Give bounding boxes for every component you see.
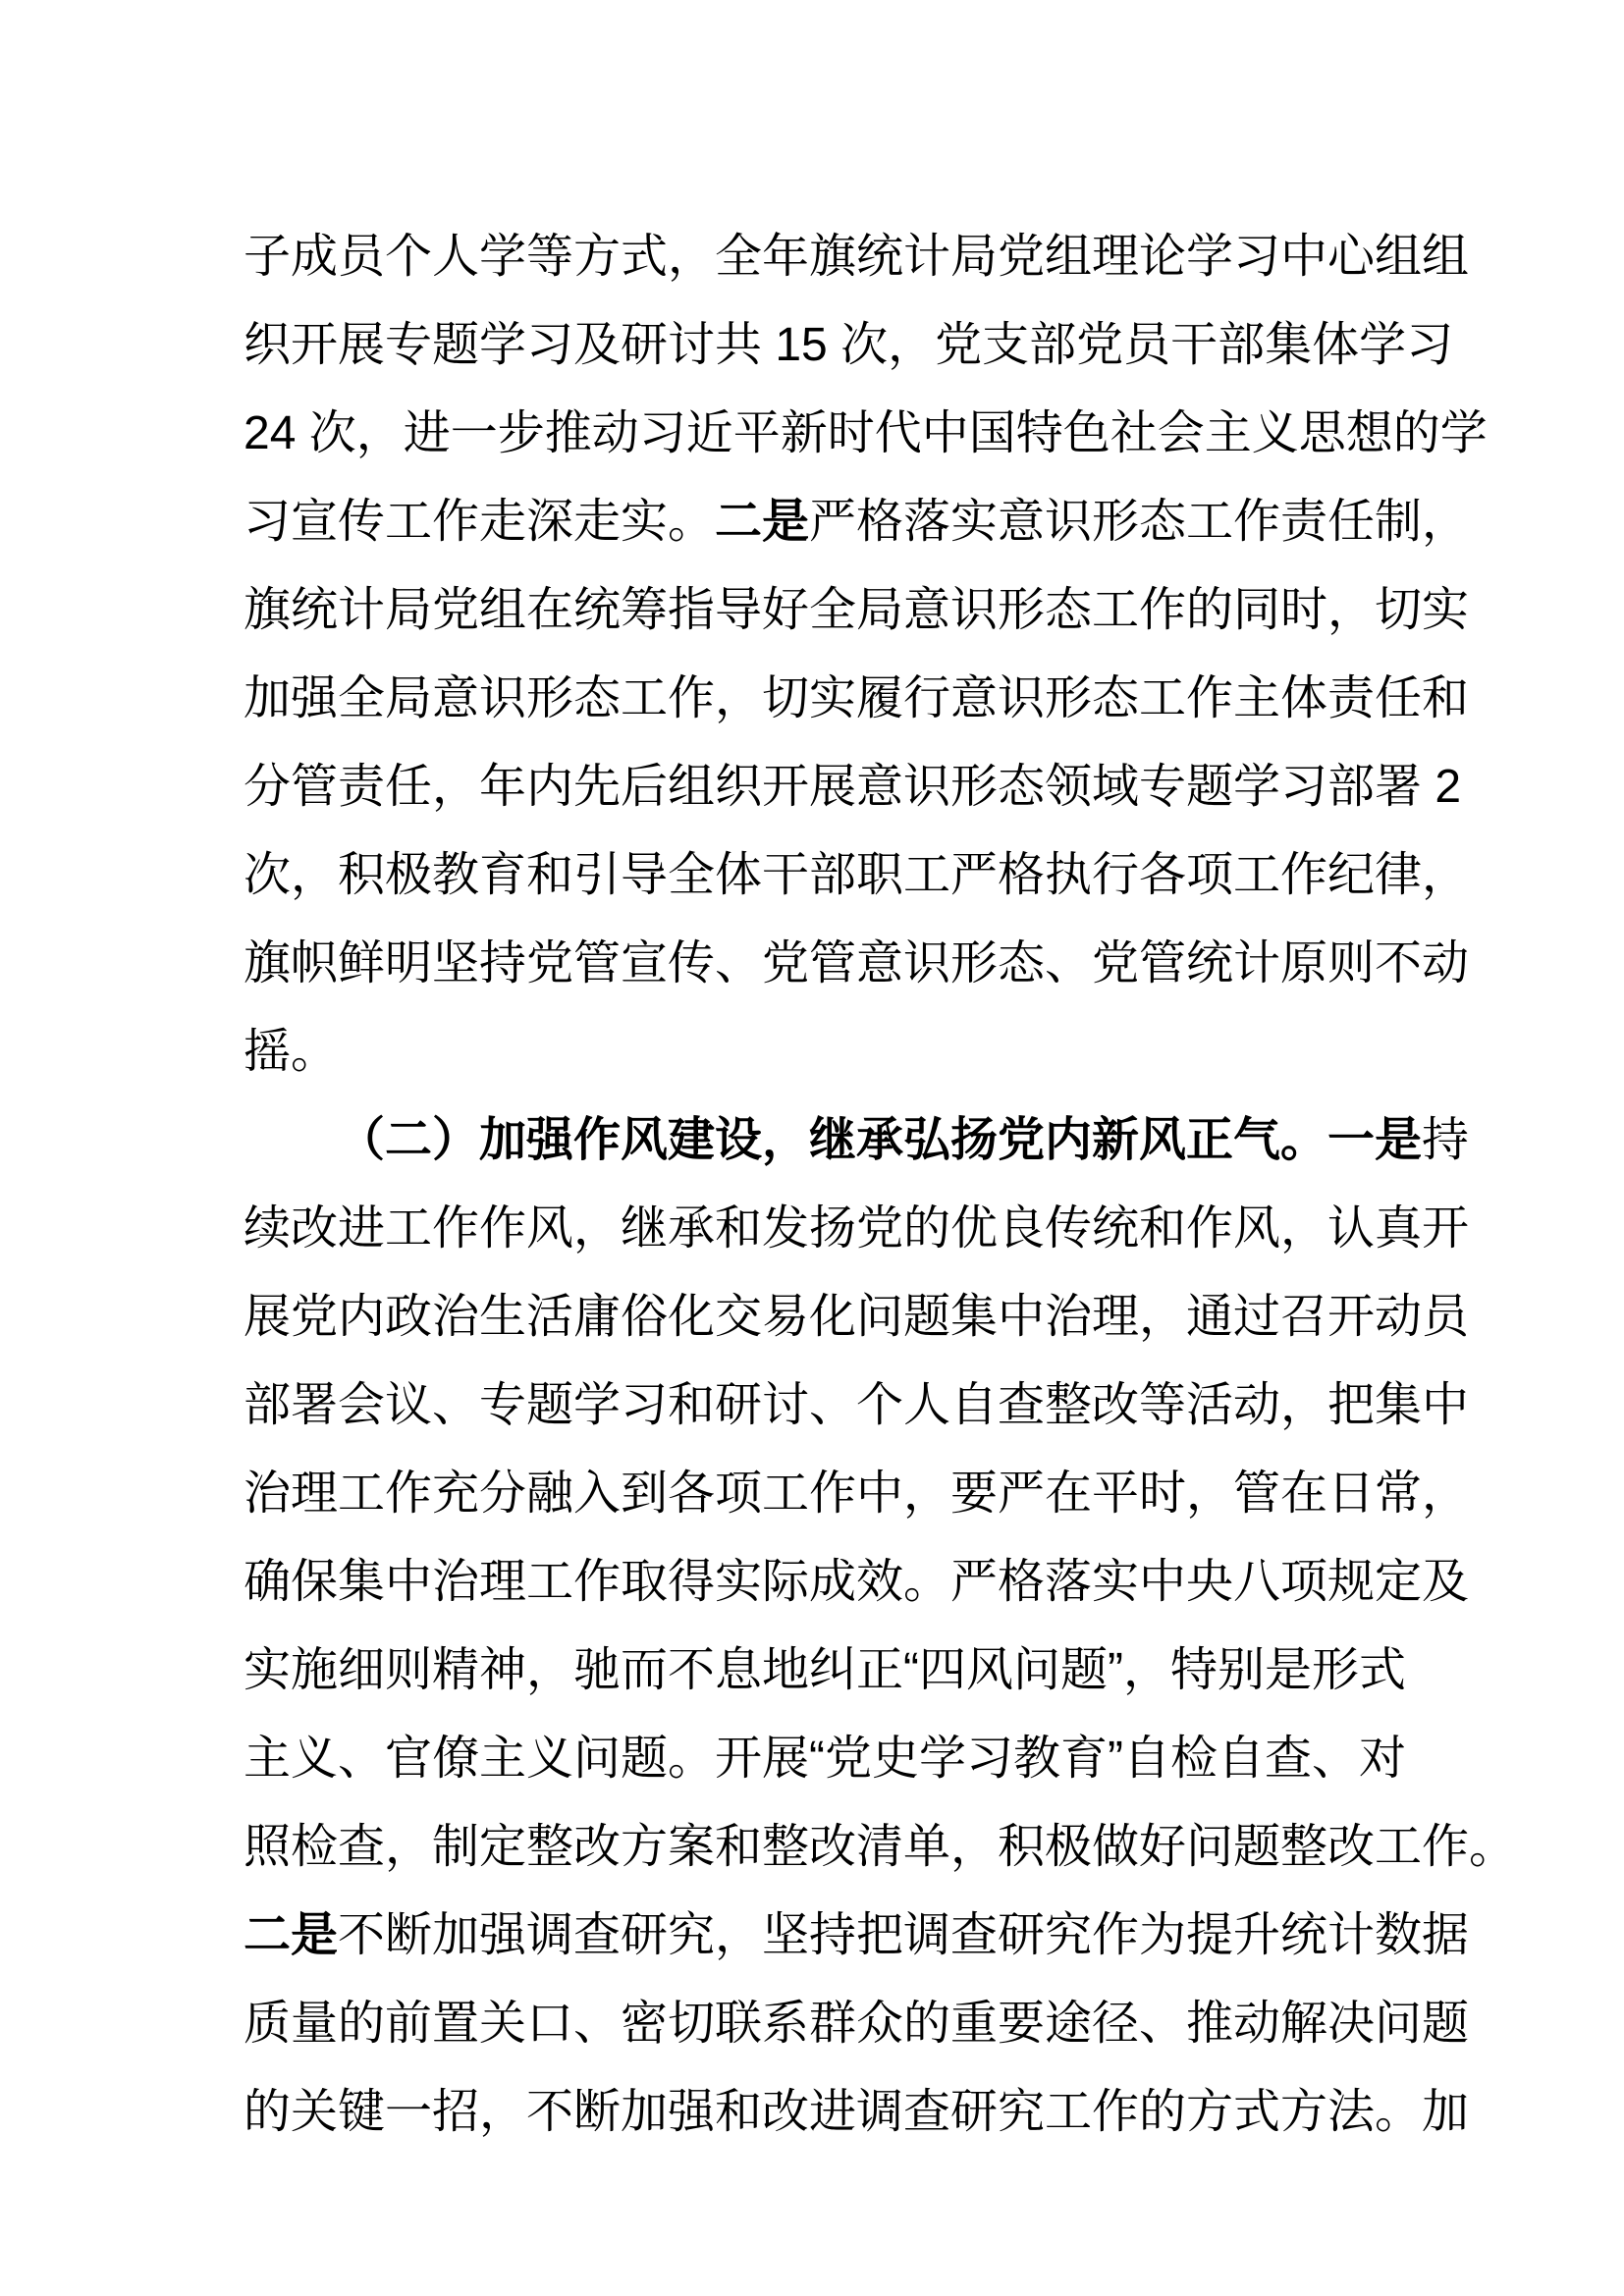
bold-text-segment: （二）加强作风建设，继承弘扬党内新风正气。一是 bbox=[338, 1114, 1423, 1166]
text-segment: 质量的前置关口、密切联系群众的重要途径、推动解决问题 bbox=[244, 1998, 1470, 2050]
text-line bbox=[244, 1627, 1500, 1715]
text-line bbox=[244, 743, 1500, 831]
text-segment: 习宣传工作走深走实。 bbox=[244, 496, 716, 548]
text-segment: 加强全局意识形态工作，切实履行意识形态工作主体责任和 bbox=[244, 672, 1470, 724]
text-line bbox=[244, 1096, 1500, 1185]
text-segment: 织开展专题学习及研讨共 15 次，党支部党员干部集体学习 bbox=[244, 319, 1454, 371]
text-line bbox=[244, 1715, 1500, 1803]
text-line bbox=[244, 478, 1500, 566]
text-segment: 24 次，进一步推动习近平新时代中国特色社会主义思想的学 bbox=[244, 407, 1488, 459]
text-segment: 照检查，制定整改方案和整改清单，积极做好问题整改工作。 bbox=[244, 1821, 1517, 1873]
text-segment: 治理工作充分融入到各项工作中，要严在平时，管在日常， bbox=[244, 1468, 1470, 1520]
text-line bbox=[244, 920, 1500, 1008]
bold-text-segment: 二是 bbox=[244, 1909, 339, 1961]
text-line bbox=[244, 1538, 1500, 1627]
text-segment: 旗统计局党组在统筹指导好全局意识形态工作的同时，切实 bbox=[244, 584, 1470, 636]
text-segment: 续改进工作作风，继承和发扬党的优良传统和作风，认真开 bbox=[244, 1202, 1470, 1255]
text-line bbox=[244, 301, 1500, 390]
text-line bbox=[244, 831, 1500, 920]
text-line bbox=[244, 1008, 1500, 1096]
text-segment: 确保集中治理工作取得实际成效。严格落实中央八项规定及 bbox=[244, 1556, 1470, 1608]
text-segment: 持 bbox=[1422, 1114, 1470, 1166]
text-line bbox=[244, 1803, 1517, 1892]
text-line bbox=[244, 1273, 1500, 1362]
text-segment: 严格落实意识形态工作责任制， bbox=[809, 496, 1470, 548]
text-line bbox=[244, 1892, 1500, 1980]
bold-text-segment: 二是 bbox=[715, 496, 810, 548]
text-segment: 部署会议、专题学习和研讨、个人自查整改等活动，把集中 bbox=[244, 1379, 1470, 1431]
text-segment: 不断加强调查研究，坚持把调查研究作为提升统计数据 bbox=[338, 1909, 1470, 1961]
text-segment: 旗帜鲜明坚持党管宣传、党管意识形态、党管统计原则不动 bbox=[244, 937, 1470, 989]
text-segment: 摇。 bbox=[244, 1026, 339, 1078]
text-segment: 次，积极教育和引导全体干部职工严格执行各项工作纪律， bbox=[244, 849, 1470, 901]
text-line bbox=[244, 390, 1500, 478]
text-segment: 主义、官僚主义问题。开展“党史学习教育”自检自查、对 bbox=[244, 1733, 1406, 1785]
text-line bbox=[244, 655, 1500, 743]
text-line bbox=[244, 213, 1500, 301]
text-line bbox=[244, 566, 1500, 655]
text-segment: 实施细则精神，驰而不息地纠正“四风问题”，特别是形式 bbox=[244, 1644, 1406, 1696]
text-segment: 的关键一招，不断加强和改进调查研究工作的方式方法。加 bbox=[244, 2086, 1470, 2138]
document-body bbox=[244, 213, 1517, 2157]
text-line bbox=[244, 1980, 1500, 2068]
text-line bbox=[244, 2068, 1500, 2157]
text-segment: 展党内政治生活庸俗化交易化问题集中治理，通过召开动员 bbox=[244, 1291, 1470, 1343]
text-line bbox=[244, 1450, 1500, 1538]
text-segment: 分管责任，年内先后组织开展意识形态领域专题学习部署 2 bbox=[244, 761, 1462, 813]
text-line bbox=[244, 1185, 1500, 1273]
text-segment: 子成员个人学等方式，全年旗统计局党组理论学习中心组组 bbox=[244, 231, 1470, 283]
text-line bbox=[244, 1362, 1500, 1450]
